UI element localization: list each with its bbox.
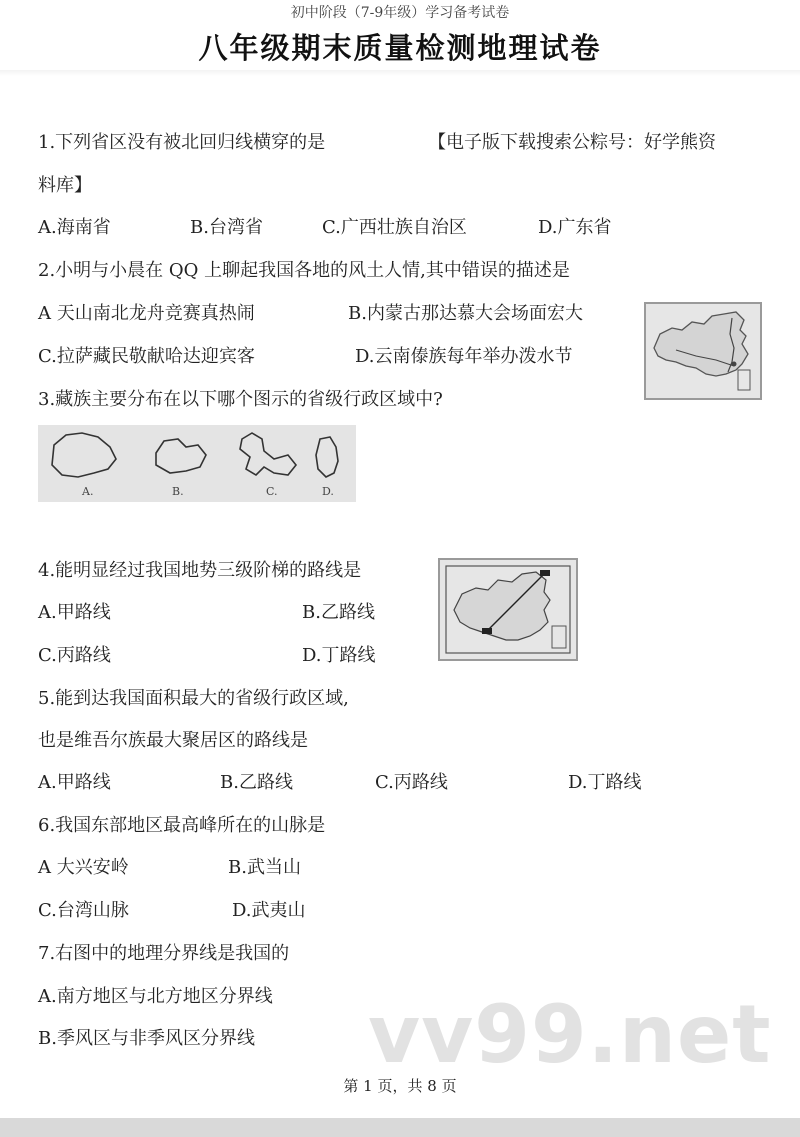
- page-bottom-edge: [0, 1118, 800, 1137]
- q1-option-c: C.广西壮族自治区: [322, 217, 467, 238]
- q5-option-b: B.乙路线: [220, 772, 293, 793]
- q6-option-b: B.武当山: [228, 857, 301, 878]
- q2-option-a: A 天山南北龙舟竞赛真热闹: [38, 303, 255, 324]
- q4-stem: 4.能明显经过我国地势三级阶梯的路线是: [38, 560, 362, 581]
- shape-label-d: D.: [322, 485, 334, 498]
- q7-option-b: B.季风区与非季风区分界线: [38, 1028, 255, 1049]
- q1-stem: 1.下列省区没有被北回归线横穿的是: [38, 132, 326, 153]
- q5-option-d: D.丁路线: [568, 772, 642, 793]
- shape-label-a: A.: [82, 485, 94, 498]
- q2-option-b: B.内蒙古那达慕大会场面宏大: [348, 303, 583, 324]
- province-shapes-figure: [38, 425, 356, 502]
- header-divider: [0, 70, 800, 76]
- q6-option-c: C.台湾山脉: [38, 900, 129, 921]
- q7-option-a: A.南方地区与北方地区分界线: [38, 986, 273, 1007]
- shape-label-b: B.: [172, 485, 184, 498]
- china-route-map-figure: [438, 558, 578, 661]
- q1-option-a: A.海南省: [38, 217, 111, 238]
- q3-stem: 3.藏族主要分布在以下哪个图示的省级行政区域中?: [38, 389, 443, 410]
- q4-option-c: C.丙路线: [38, 645, 111, 666]
- china-map-outline-1: [646, 304, 760, 398]
- q1-note-cont: 料库】: [38, 175, 92, 196]
- exam-title: 八年级期末质量检测地理试卷: [198, 31, 602, 65]
- q6-stem: 6.我国东部地区最高峰所在的山脉是: [38, 815, 326, 836]
- shape-label-c: C.: [266, 485, 278, 498]
- watermark: vv99.net: [368, 988, 772, 1081]
- q1-option-d: D.广东省: [538, 217, 612, 238]
- page-number: 第 1 页，共 8 页: [343, 1077, 457, 1095]
- q4-option-a: A.甲路线: [38, 602, 111, 623]
- q1-note: 【电子版下载搜索公粽号：好学熊资: [428, 132, 716, 153]
- q4-option-b: B.乙路线: [302, 602, 375, 623]
- china-map-figure-1: [644, 302, 762, 400]
- q2-option-d: D.云南傣族每年举办泼水节: [355, 346, 573, 367]
- q2-option-c: C.拉萨藏民敬献哈达迎宾客: [38, 346, 255, 367]
- q5-option-a: A.甲路线: [38, 772, 111, 793]
- q1-option-b: B.台湾省: [190, 217, 263, 238]
- q4-option-d: D.丁路线: [302, 645, 376, 666]
- q5-stem-cont: 也是维吾尔族最大聚居区的路线是: [38, 730, 308, 751]
- q5-stem: 5.能到达我国面积最大的省级行政区域,: [38, 688, 349, 709]
- q6-option-a: A 大兴安岭: [38, 857, 129, 878]
- q5-option-c: C.丙路线: [375, 772, 448, 793]
- q2-stem: 2.小明与小晨在 QQ 上聊起我国各地的风土人情,其中错误的描述是: [38, 260, 570, 281]
- china-route-map-drawing: [440, 560, 576, 659]
- exam-subtitle: 初中阶段（7-9年级）学习备考试卷: [290, 5, 510, 21]
- q7-stem: 7.右图中的地理分界线是我国的: [38, 943, 290, 964]
- q6-option-d: D.武夷山: [232, 900, 306, 921]
